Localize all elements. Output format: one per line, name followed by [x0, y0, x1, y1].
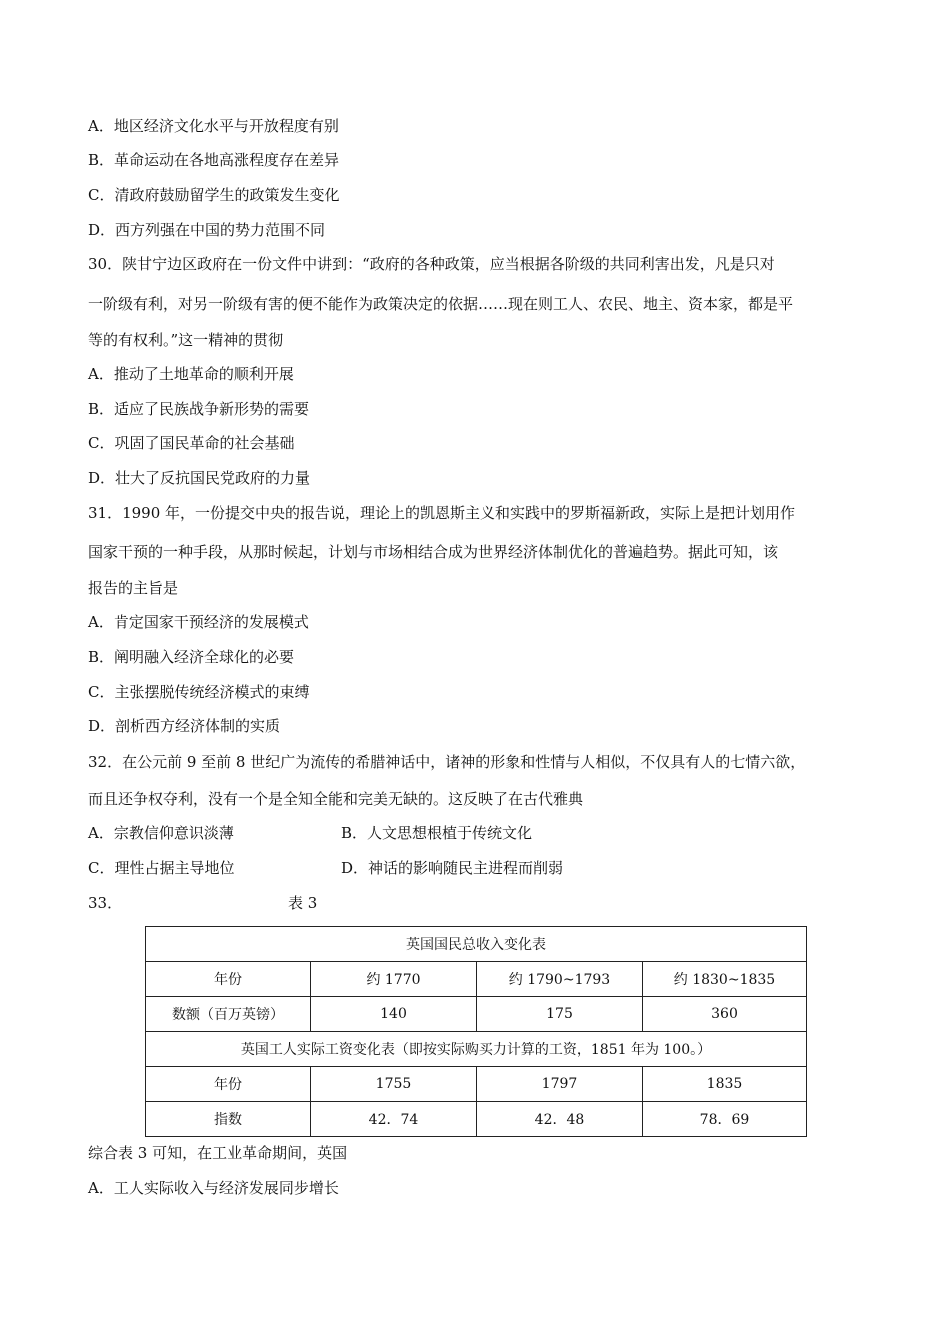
table-cell: 约 1790~1793 [477, 962, 643, 997]
q31-option-c: C．主张摆脱传统经济模式的束缚 [88, 683, 310, 701]
q33-stem: 综合表 3 可知，在工业革命期间，英国 [88, 1144, 348, 1162]
table-cell: 42．48 [477, 1102, 643, 1137]
q33-table [145, 926, 807, 1137]
q31-stem-line-3: 报告的主旨是 [88, 579, 179, 597]
table-cell: 年份 [146, 962, 311, 997]
table-cell: 175 [477, 997, 643, 1032]
q32-stem-line-1: 32．在公元前 9 至前 8 世纪广为流传的希腊神话中，诸神的形象和性情与人相似，不仅具有人的七情六欲， [88, 753, 806, 771]
table-cell: 年份 [146, 1067, 311, 1102]
q32-stem-line-2: 而且还争权夺利，没有一个是全知全能和完美无缺的。这反映了在古代雅典 [88, 790, 584, 808]
q30-stem-line-1: 30．陕甘宁边区政府在一份文件中讲到：“政府的各种政策，应当根据各阶级的共同利害出发，凡是只对 [88, 255, 775, 273]
table-cell: 1755 [311, 1067, 477, 1102]
q31-option-a: A．肯定国家干预经济的发展模式 [88, 613, 309, 631]
q32-option-d: D．神话的影响随民主进程而削弱 [341, 859, 564, 877]
table-row [146, 1102, 807, 1137]
table-row [146, 1067, 807, 1102]
q30-stem-line-2: 一阶级有利，对另一阶级有害的便不能作为政策决定的依据……现在则工人、农民、地主、资本家，都是平 [88, 295, 794, 313]
table-cell: 约 1770 [311, 962, 477, 997]
table-cell: 约 1830~1835 [643, 962, 807, 997]
q31-stem-line-1: 31．1990 年，一份提交中央的报告说，理论上的凯恩斯主义和实践中的罗斯福新政，实际上是把计划用作 [88, 504, 796, 522]
table-section-title: 英国工人实际工资变化表（即按实际购买力计算的工资，1851 年为 100。） [146, 1032, 807, 1067]
table-row [146, 1032, 807, 1067]
table-cell: 78．69 [643, 1102, 807, 1137]
q32-option-c: C．理性占据主导地位 [88, 859, 235, 877]
q32-option-b: B．人文思想根植于传统文化 [341, 824, 533, 842]
q30-option-c: C．巩固了国民革命的社会基础 [88, 434, 295, 452]
table-cell: 360 [643, 997, 807, 1032]
table-cell: 140 [311, 997, 477, 1032]
q30-option-b: B．适应了民族战争新形势的需要 [88, 400, 310, 418]
table-row [146, 927, 807, 962]
q29-option-a: A．地区经济文化水平与开放程度有别 [88, 117, 339, 135]
table-cell: 42．74 [311, 1102, 477, 1137]
q31-stem-line-2: 国家干预的一种手段，从那时候起，计划与市场相结合成为世界经济体制优化的普遍趋势。据此可知，该 [88, 543, 779, 561]
q29-option-d: D．西方列强在中国的势力范围不同 [88, 221, 326, 239]
q33-option-a: A．工人实际收入与经济发展同步增长 [88, 1179, 339, 1197]
q33-number: 33． [88, 894, 123, 912]
table-cell: 1835 [643, 1067, 807, 1102]
table-row [146, 962, 807, 997]
q29-option-b: B．革命运动在各地高涨程度存在差异 [88, 151, 340, 169]
q33-table-caption: 表 3 [288, 894, 318, 912]
table-section-title: 英国国民总收入变化表 [146, 927, 807, 962]
table-cell: 1797 [477, 1067, 643, 1102]
q30-option-a: A．推动了土地革命的顺利开展 [88, 365, 294, 383]
q30-option-d: D．壮大了反抗国民党政府的力量 [88, 469, 311, 487]
table-row [146, 997, 807, 1032]
table-cell: 指数 [146, 1102, 311, 1137]
table-cell: 数额（百万英镑） [146, 997, 311, 1032]
q31-option-b: B．阐明融入经济全球化的必要 [88, 648, 295, 666]
q30-stem-line-3: 等的有权利。”这一精神的贯彻 [88, 331, 284, 349]
q29-option-c: C．清政府鼓励留学生的政策发生变化 [88, 186, 340, 204]
q31-option-d: D．剖析西方经济体制的实质 [88, 717, 281, 735]
q32-option-a: A．宗教信仰意识淡薄 [88, 824, 234, 842]
